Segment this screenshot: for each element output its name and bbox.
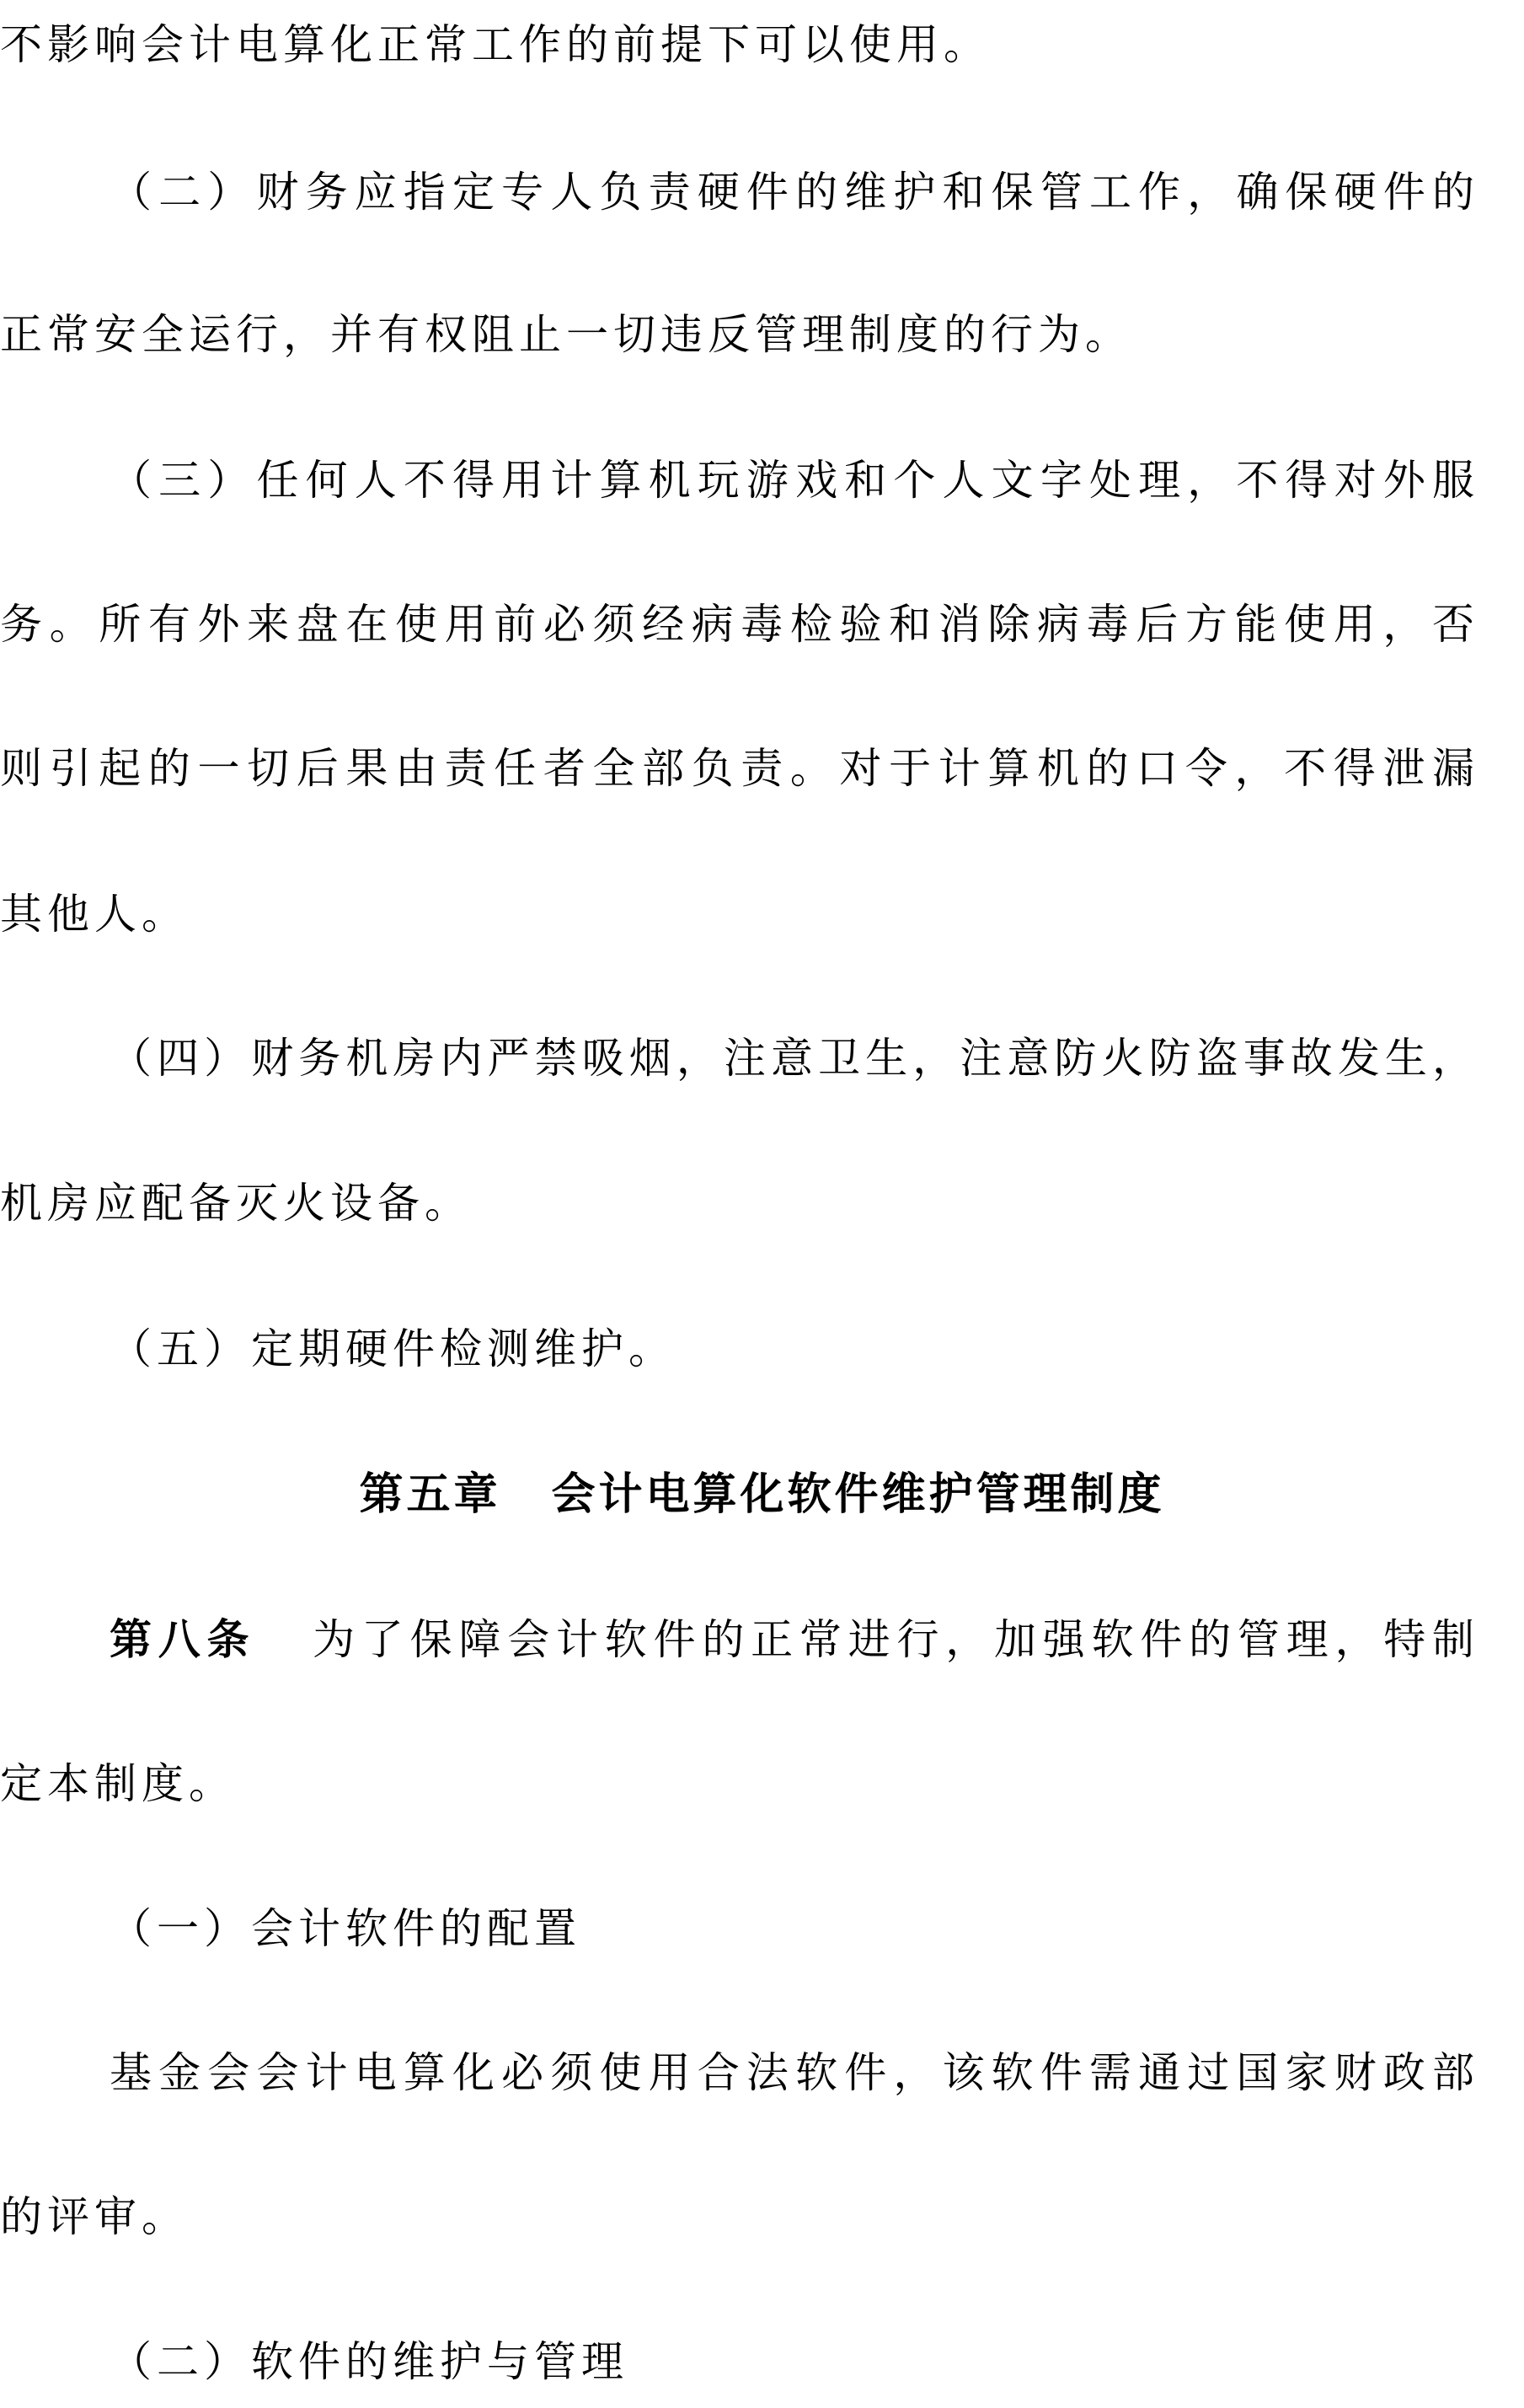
paragraph-line: 基金会会计电算化必须使用合法软件，该软件需通过国家财政部 — [110, 2048, 1474, 2097]
chapter-title: 会计电算化软件维护管理制度 — [551, 1469, 1165, 1520]
paragraph-line: 正常安全运行，并有权阻止一切违反管理制度的行为。 — [0, 310, 1132, 359]
paragraph-line: 的评审。 — [0, 2192, 189, 2241]
paragraph-line: （四）财务机房内严禁吸烟，注意卫生，注意防火防盗事故发生， — [110, 1034, 1474, 1083]
paragraph-line: （二）财务应指定专人负责硬件的维护和保管工作，确保硬件的 — [110, 168, 1474, 217]
article-text: 为了保障会计软件的正常进行，加强软件的管理，特制 — [306, 1615, 1475, 1664]
paragraph-line: 机房应配备灭火设备。 — [0, 1179, 472, 1228]
chapter-number: 第五章 — [359, 1469, 501, 1520]
paragraph-line: （五）定期硬件检测维护。 — [110, 1324, 676, 1373]
paragraph-line: 其他人。 — [0, 890, 189, 939]
paragraph-line: （二）软件的维护与管理 — [110, 2337, 628, 2386]
article-line — [110, 1610, 1474, 1669]
paragraph-line: 不影响会计电算化正常工作的前提下可以使用。 — [0, 20, 991, 69]
paragraph-line: （三）任何人不得用计算机玩游戏和个人文字处理，不得对外服 — [110, 456, 1474, 505]
paragraph-line: （一）会计软件的配置 — [110, 1904, 581, 1953]
paragraph-line: 定本制度。 — [0, 1759, 236, 1808]
chapter-heading — [0, 1465, 1524, 1524]
paragraph-line: 务。所有外来盘在使用前必须经病毒检验和消除病毒后方能使用，否 — [0, 600, 1474, 649]
article-label: 第八条 — [110, 1614, 256, 1664]
paragraph-line: 则引起的一切后果由责任者全部负责。对于计算机的口令，不得泄漏 — [0, 744, 1474, 793]
